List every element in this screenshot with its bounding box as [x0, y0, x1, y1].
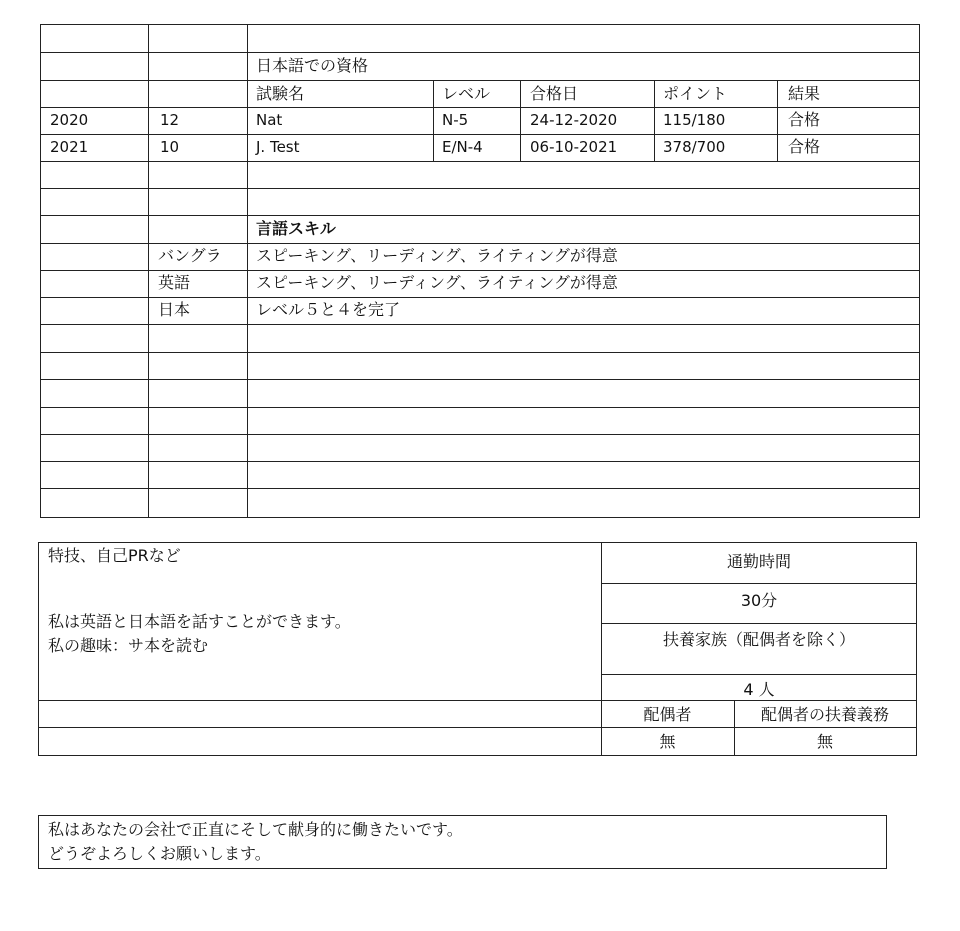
spouse-support-value: 無 — [816, 732, 833, 751]
language-skills-title: 言語スキル — [256, 219, 336, 238]
row-month: 10 — [160, 138, 180, 156]
qualifications-title: 日本語での資格 — [256, 56, 369, 75]
language-name: バングラ — [158, 246, 222, 265]
spouse-value: 無 — [659, 732, 676, 751]
row-year: 2021 — [50, 138, 89, 156]
header-level: レベル — [442, 84, 491, 103]
spouse-label: 配偶者 — [643, 705, 692, 724]
header-date: 合格日 — [530, 84, 579, 103]
language-name: 日本 — [158, 300, 191, 319]
commute-value: 30分 — [740, 591, 778, 610]
header-result: 結果 — [788, 84, 821, 103]
row-result: 合格 — [788, 110, 821, 129]
row-level: N-5 — [442, 111, 469, 129]
row-exam: J. Test — [256, 138, 300, 156]
row-month: 12 — [160, 111, 180, 129]
row-date: 24-12-2020 — [530, 111, 618, 129]
language-description: スピーキング、リーディング、ライティングが得意 — [256, 273, 618, 292]
dependents-value: 4 人 — [743, 680, 775, 699]
closing-line: どうぞよろしくお願いします。 — [48, 844, 271, 863]
commute-label: 通勤時間 — [726, 552, 791, 571]
header-points: ポイント — [663, 84, 728, 103]
row-result: 合格 — [788, 137, 821, 156]
language-description: スピーキング、リーディング、ライティングが得意 — [256, 246, 618, 265]
pr-line: 私の趣味：サ本を読む — [48, 636, 209, 655]
row-date: 06-10-2021 — [530, 138, 618, 156]
language-name: 英語 — [158, 273, 191, 292]
pr-label: 特技、自己PRなど — [48, 546, 181, 565]
dependents-label: 扶養家族（配偶者を除く） — [662, 630, 855, 649]
row-level: E/N-4 — [442, 138, 483, 156]
closing-line: 私はあなたの会社で正直にそして献身的に働きたいです。 — [48, 820, 463, 839]
header-exam: 試験名 — [256, 84, 305, 103]
pr-line: 私は英語と日本語を話すことができます。 — [48, 612, 351, 631]
spouse-support-label: 配偶者の扶養義務 — [760, 705, 889, 724]
row-exam: Nat — [256, 111, 283, 129]
row-year: 2020 — [50, 111, 89, 129]
language-description: レベル５と４を完了 — [256, 300, 401, 319]
row-points: 115/180 — [663, 111, 726, 129]
row-points: 378/700 — [663, 138, 726, 156]
